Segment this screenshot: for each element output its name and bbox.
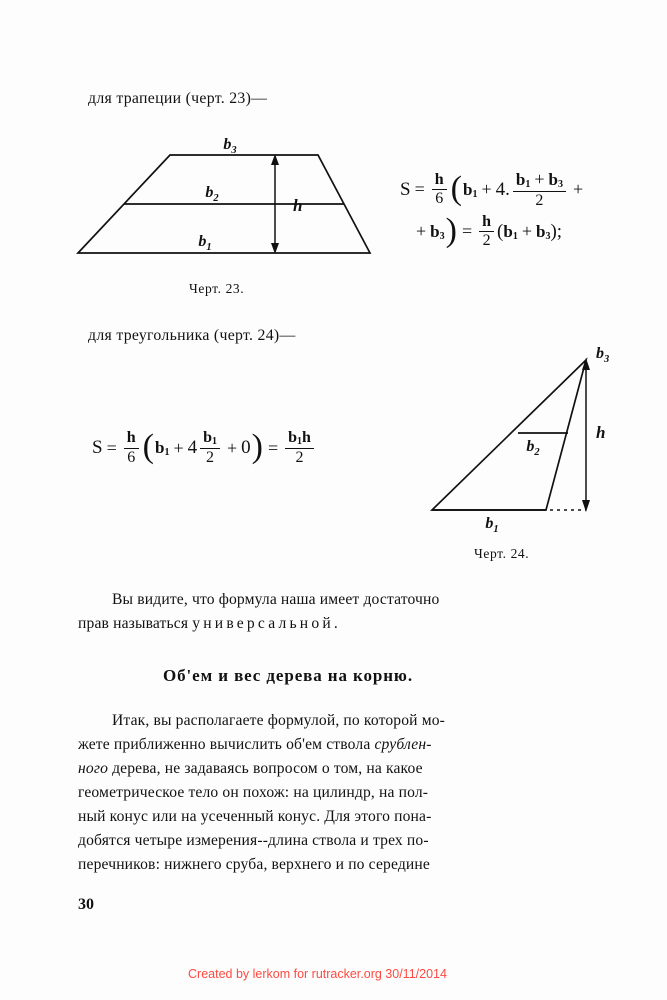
fraction-b1-over-2 — [200, 430, 220, 467]
fraction-b1h-over-2 — [285, 430, 314, 467]
fraction-denominator: 6 — [127, 448, 136, 466]
label-h: h — [293, 196, 303, 215]
paragraph-universal-line-1: Вы видите, что формула наша имеет достаточно — [112, 591, 440, 608]
fraction-numerator: $b_1 + b_3$ — [513, 170, 566, 192]
fraction-numerator: h — [124, 430, 139, 448]
open-paren-2: ( — [497, 220, 504, 242]
label-b3: $b_3$ — [223, 136, 237, 156]
label-h: h — [596, 423, 606, 442]
formula-triangle — [92, 430, 317, 467]
height-arrow-head-bottom — [582, 500, 590, 512]
page-number: 30 — [78, 896, 94, 913]
text-run: жете приближенно вычислить об'ем ствола — [78, 736, 375, 753]
open-paren: ( — [450, 169, 462, 207]
equals-sign: = — [106, 437, 117, 458]
fraction-h-over-6 — [124, 430, 139, 466]
paragraph-volume-line-6: добятся четыре измерения--длина ствола и трех по- — [78, 832, 429, 849]
equals-sign: = — [414, 179, 425, 200]
plus-sign-cont: + — [416, 221, 427, 242]
paragraph-volume-line-3 — [78, 760, 423, 778]
intro-line-trapezoid: для трапеции (черт. 23)— — [88, 90, 268, 107]
paragraph-volume-line-7: перечников: нижнего сруба, верхнего и по середине — [78, 856, 430, 873]
figure-triangle — [400, 340, 630, 535]
term-b1: $b_1$ — [154, 438, 170, 459]
text-run: дерева, не задаваясь вопросом о том, на какое — [108, 760, 423, 777]
section-heading: Об'ем и вес дерева на корню. — [163, 666, 413, 685]
equals-sign-2: = — [461, 221, 473, 242]
paragraph-universal-line-2 — [78, 615, 341, 633]
multiplication-dot: . — [505, 178, 510, 200]
triangle-outline — [432, 360, 586, 510]
term-b3-b: $b_3$ — [535, 221, 551, 242]
caption-figure-24: Черт. 24. — [474, 546, 530, 561]
fraction-h-over-2 — [479, 214, 494, 250]
figure-trapezoid — [60, 135, 390, 270]
term-b1: $b_1$ — [462, 179, 478, 200]
label-b3: $b_3$ — [596, 345, 610, 365]
term-b3: $b_3$ — [430, 221, 445, 242]
emphasis-italic-text: ного — [78, 760, 109, 777]
plus-sign-1: + — [173, 437, 184, 458]
close-paren: ) — [445, 211, 457, 249]
formula-trapezoid-line1 — [400, 170, 587, 210]
paragraph-volume-line-2 — [78, 736, 432, 754]
plus-sign-1: + — [481, 179, 492, 200]
fraction-denominator: 2 — [295, 449, 304, 467]
plus-sign-3: + — [521, 221, 532, 242]
plus-sign-2: + — [227, 437, 238, 458]
open-paren: ( — [142, 428, 154, 466]
equals-sign-2: = — [267, 437, 279, 458]
close-paren-2: ) — [550, 220, 557, 242]
caption-figure-23: Черт. 23. — [189, 281, 245, 296]
fraction-denominator: 2 — [535, 192, 544, 210]
emphasis-italic-text: срублен- — [374, 736, 432, 753]
label-b1: $b_1$ — [198, 233, 212, 253]
fraction-h-over-6 — [432, 172, 447, 208]
zero-term: 0 — [241, 437, 251, 459]
fraction-sum-over-2 — [513, 170, 566, 210]
coefficient-4: 4 — [187, 437, 198, 459]
fraction-denominator: 2 — [206, 449, 215, 467]
paragraph-volume-line-1: Итак, вы располагаете формулой, по которой мо- — [112, 712, 446, 729]
fraction-numerator: $b_1h$ — [285, 430, 314, 449]
height-arrow-head-top — [582, 358, 590, 370]
plus-sign-2: + — [572, 179, 584, 200]
intro-line-triangle: для треугольника (черт. 24)— — [88, 327, 296, 344]
fraction-numerator: h — [479, 214, 494, 232]
fraction-denominator: 2 — [482, 232, 491, 250]
label-b2: $b_2$ — [205, 184, 219, 204]
label-b2: $b_2$ — [526, 438, 540, 458]
fraction-numerator: h — [432, 172, 447, 190]
term-b1-b: $b_1$ — [503, 221, 518, 242]
formula-trapezoid-line2 — [412, 211, 563, 250]
coefficient-4: 4 — [495, 178, 506, 200]
formula-lhs: S — [92, 437, 103, 459]
formula-lhs: S — [400, 178, 411, 200]
close-paren: ) — [251, 428, 263, 466]
paragraph-volume-line-4: геометрическое тело он похож: на цилиндр, на пол- — [78, 784, 429, 801]
emphasis-spaced-text: универсальной. — [192, 615, 341, 632]
fraction-numerator: $b_1$ — [200, 430, 220, 449]
text-run: прав называться — [78, 615, 193, 632]
fraction-denominator: 6 — [435, 190, 444, 208]
paragraph-volume-line-5: ный конус или на усеченный конус. Для этого пона- — [78, 808, 432, 825]
semicolon: ; — [556, 220, 563, 242]
label-b1: $b_1$ — [485, 515, 499, 535]
watermark-text: Created by lerkom for rutracker.org 30/11/2014 — [188, 967, 447, 981]
